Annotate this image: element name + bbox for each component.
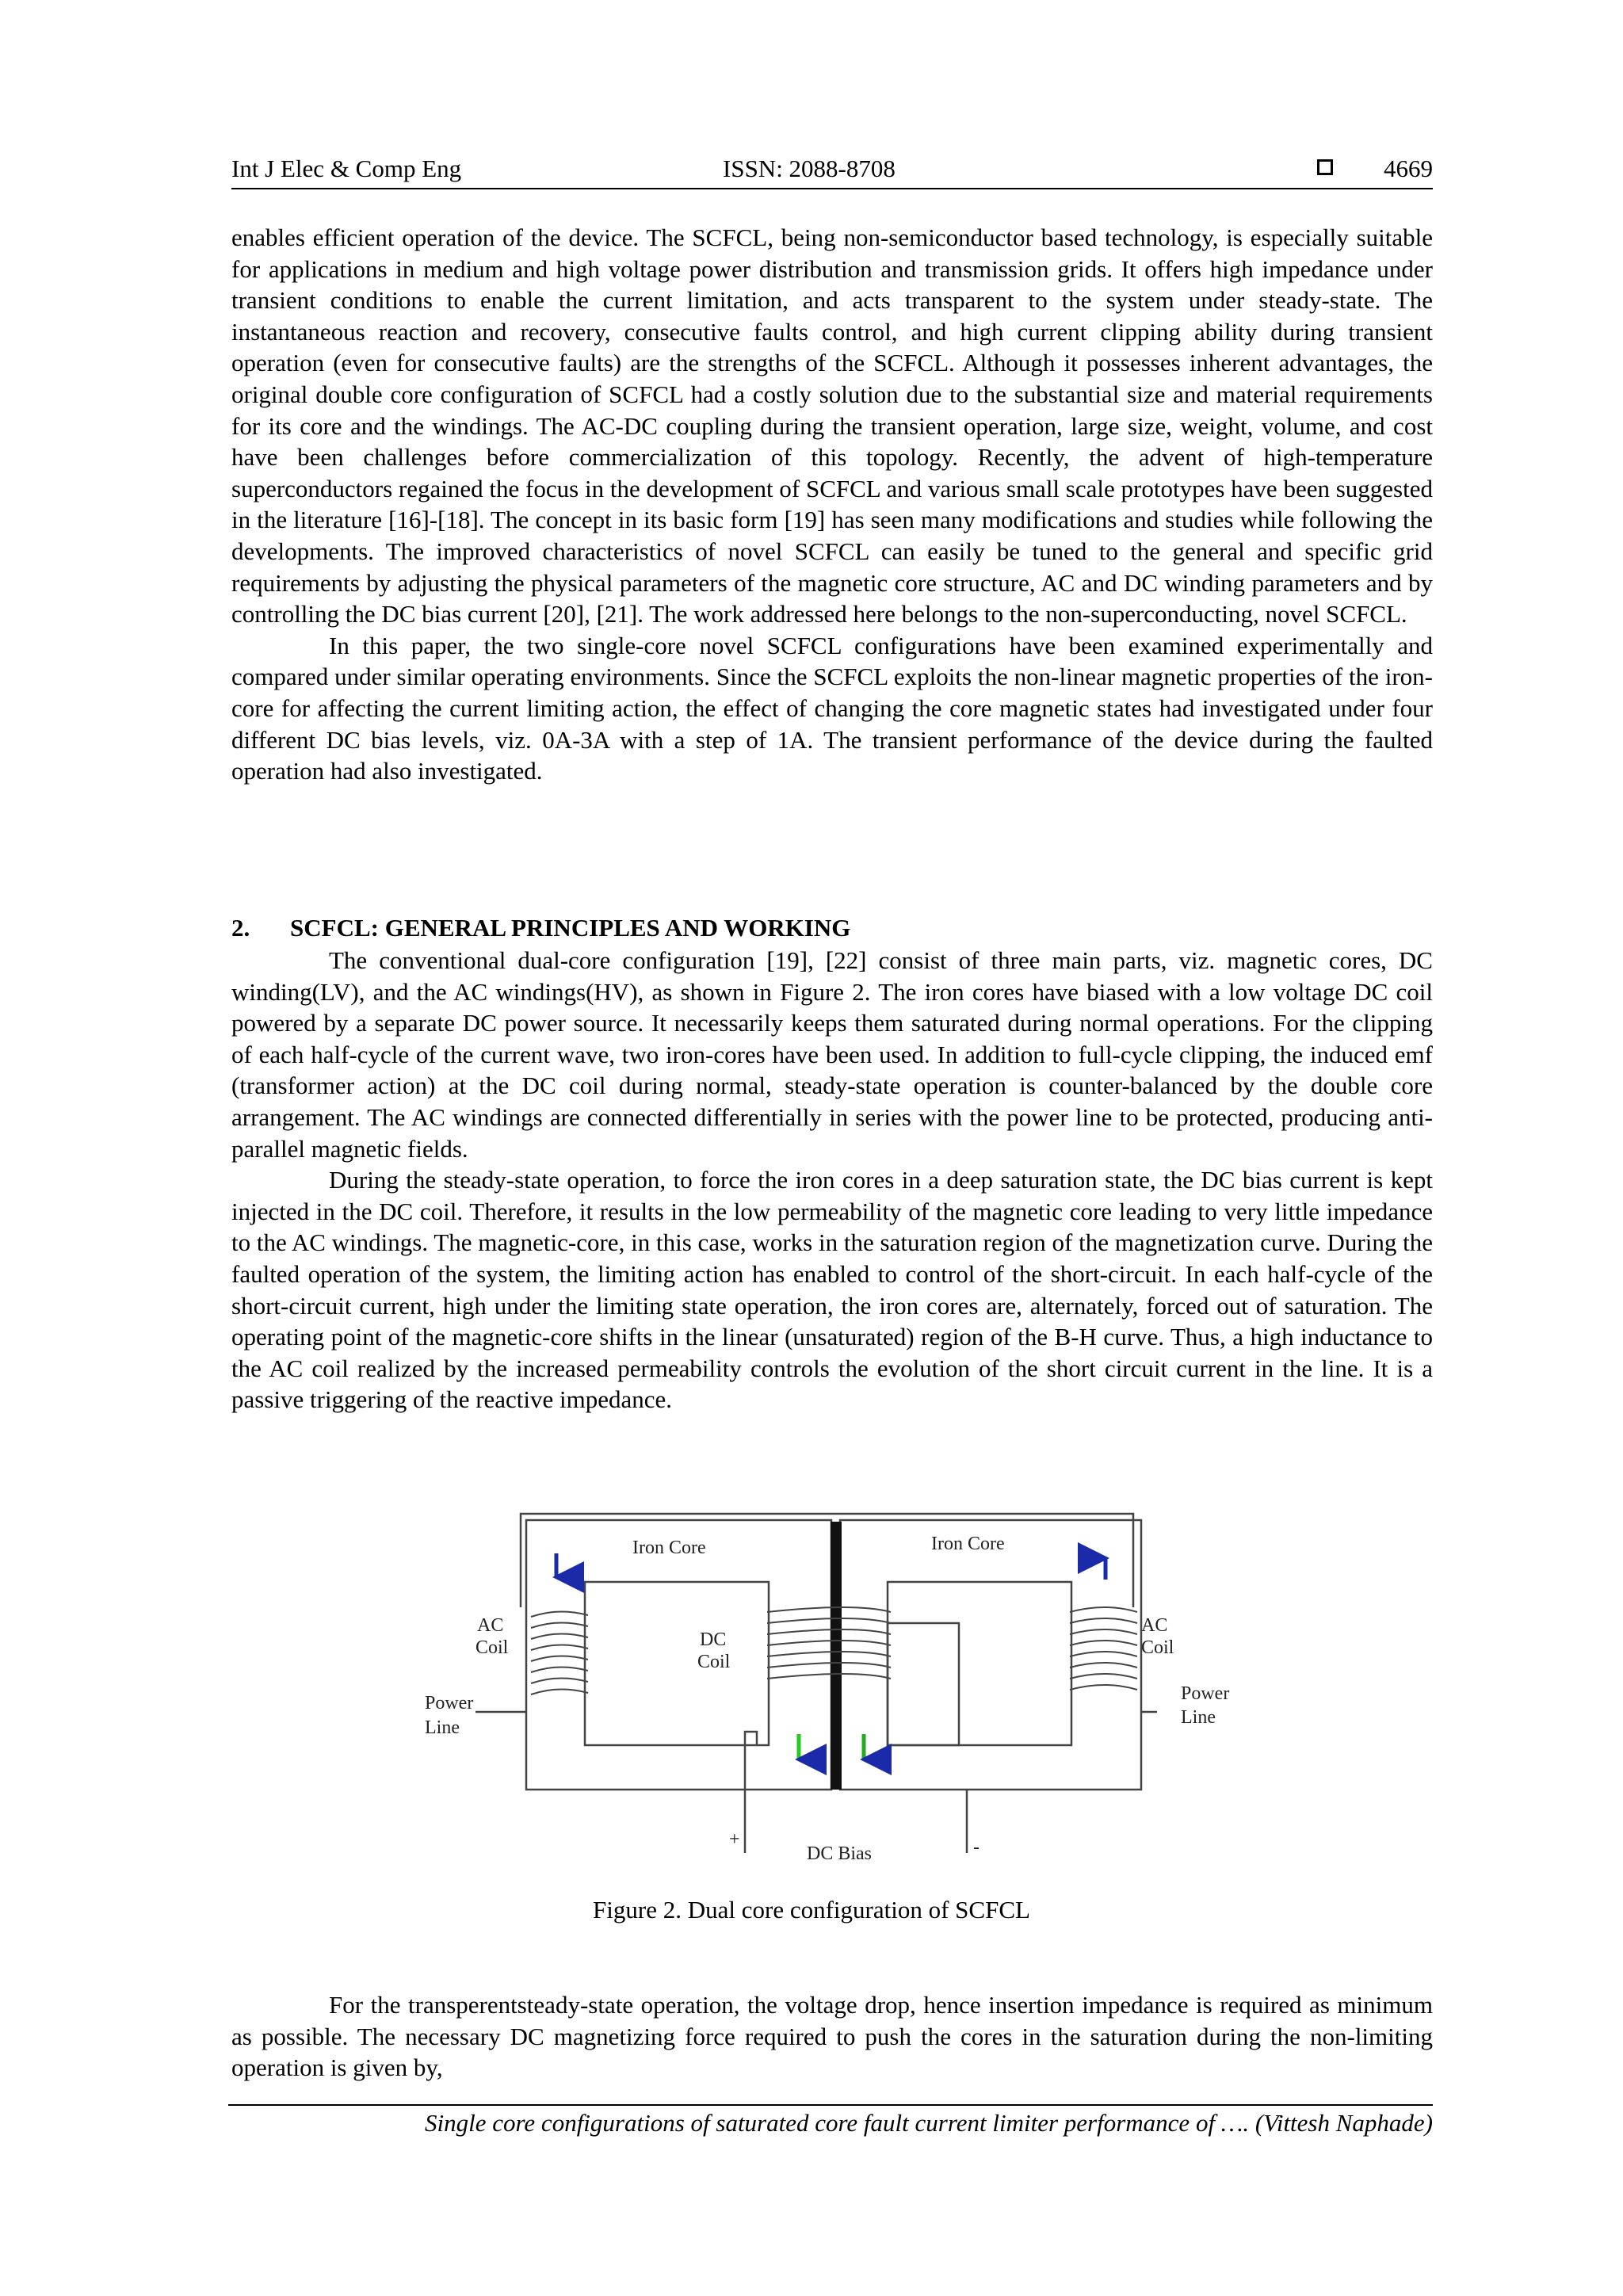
page-number: 4669 <box>1384 155 1433 182</box>
paragraph: enables efficient operation of the device. The SCFCL, being non-semiconductor based technology, is especially suitable for applications in medium and high voltage power distribution and transmission grids. It offers high impedance under transient conditions to enable the current limitation, and acts transparent to the system under steady-state. The instantaneous reaction and recovery, consecutive faults control, and high current clipping ability during transient operation (even for consecutive faults) are the strengths of the SCFCL. Although it possesses inherent advantages, the original double core configuration of SCFCL had a costly solution due to the substantial size and material requirements for its core and the windings. The AC-DC coupling during the transient operation, large size, weight, volume, and cost have been challenges before commercialization of this topology. Recently, the advent of high-temperature superconductors regained the focus in the development of SCFCL and various small scale prototypes have been suggested in the literature [16]-[18]. The concept in its basic form [19] has seen many modifications and studies while following the developments. The improved characteristics of novel SCFCL can easily be tuned to the general and specific grid requirements by adjusting the physical parameters of the magnetic core structure, AC and DC winding parameters and by controlling the DC bias current [20], [21]. The work addressed here belongs to the non-superconducting, novel SCFCL. <box>231 223 1433 628</box>
dc-bias-label: DC Bias <box>807 1843 873 1864</box>
body-text-section <box>231 945 1433 1415</box>
body-text-bottom <box>231 1989 1433 2084</box>
dc-coil-label: DC <box>700 1629 727 1650</box>
dc-bias-minus: - <box>973 1837 980 1858</box>
ac-coil-left-label: AC <box>477 1615 504 1636</box>
section-number: 2. <box>231 914 250 942</box>
dc-coil-label: Coil <box>697 1652 731 1672</box>
ac-coil-right-label: Coil <box>1141 1637 1174 1658</box>
section-title: SCFCL: GENERAL PRINCIPLES AND WORKING <box>290 914 851 942</box>
iron-core-left-label: Iron Core <box>632 1538 706 1558</box>
right-core-window <box>888 1582 1071 1745</box>
dual-core-diagram <box>412 1504 1252 1877</box>
power-line-loop <box>521 1514 1133 1607</box>
issn: ISSN: 2088-8708 <box>723 155 896 182</box>
power-line-left-label: Power <box>425 1693 474 1713</box>
left-core-window <box>585 1582 769 1745</box>
journal-name: Int J Elec & Comp Eng <box>231 155 462 182</box>
iron-core-right-label: Iron Core <box>931 1534 1005 1554</box>
body-text-top <box>231 222 1433 787</box>
paragraph: The conventional dual-core configuration [19], [22] consist of three main parts, viz. magnetic cores, DC winding(LV), and the AC windings(HV), as shown in Figure 2. The iron cores have biased with a low voltage DC coil powered by a separate DC power source. It necessarily keeps them saturated during normal operations. For the clipping of each half-cycle of the current wave, two iron-cores have been used. In addition to full-cycle clipping, the induced emf (transformer action) at the DC coil during normal, steady-state operation is counter-balanced by the double core arrangement. The AC windings are connected differentially in series with the power line to be protected, producing anti-parallel magnetic fields. <box>231 946 1433 1163</box>
ac-coil-right-label: AC <box>1141 1615 1168 1636</box>
ac-coil-left-label: Coil <box>475 1637 509 1658</box>
center-limb <box>831 1522 842 1790</box>
page-header <box>231 153 1433 189</box>
power-line-left-label: Line <box>425 1717 460 1738</box>
section-heading <box>231 914 850 942</box>
square-icon <box>1317 159 1333 175</box>
figure-caption: Figure 2. Dual core configuration of SCFCL <box>593 1896 1030 1924</box>
dc-bias-plus: + <box>729 1829 740 1850</box>
power-line-right-label: Line <box>1181 1707 1216 1728</box>
paragraph: In this paper, the two single-core novel SCFCL configurations have been examined experimentally and compared under similar operating environments. Since the SCFCL exploits the non-linear magnetic properties of the iron-core for affecting the current limiting action, the effect of changing the core magnetic states had investigated under four different DC bias levels, viz. 0A-3A with a step of 1A. The transient performance of the device during the faulted operation had also investigated. <box>231 631 1433 785</box>
paragraph: During the steady-state operation, to force the iron cores in a deep saturation state, the DC bias current is kept injected in the DC coil. Therefore, it results in the low permeability of the magnetic core leading to very little impedance to the AC windings. The magnetic-core, in this case, works in the saturation region of the magnetization curve. During the faulted operation of the system, the limiting action has enabled to control of the short-circuit. In each half-cycle of the short-circuit current, high under the limiting state operation, the iron cores are, alternately, forced out of saturation. The operating point of the magnetic-core shifts in the linear (unsaturated) region of the B-H curve. Thus, a high inductance to the AC coil realized by the increased permeability controls the evolution of the short circuit current in the line. It is a passive triggering of the reactive impedance. <box>231 1166 1433 1414</box>
power-line-right-label: Power <box>1181 1683 1230 1704</box>
paragraph: For the transperentsteady-state operation, the voltage drop, hence insertion impedance is required as minimum as possible. The necessary DC magnetizing force required to push the cores in the saturation during the non-limiting operation is given by, <box>231 1991 1433 2082</box>
right-core-inner <box>888 1623 959 1745</box>
figure-dual-core-diagram <box>412 1504 1252 1877</box>
page-footer: Single core configurations of saturated core fault current limiter performance of …. (Vittesh Naphade) <box>228 2104 1433 2142</box>
